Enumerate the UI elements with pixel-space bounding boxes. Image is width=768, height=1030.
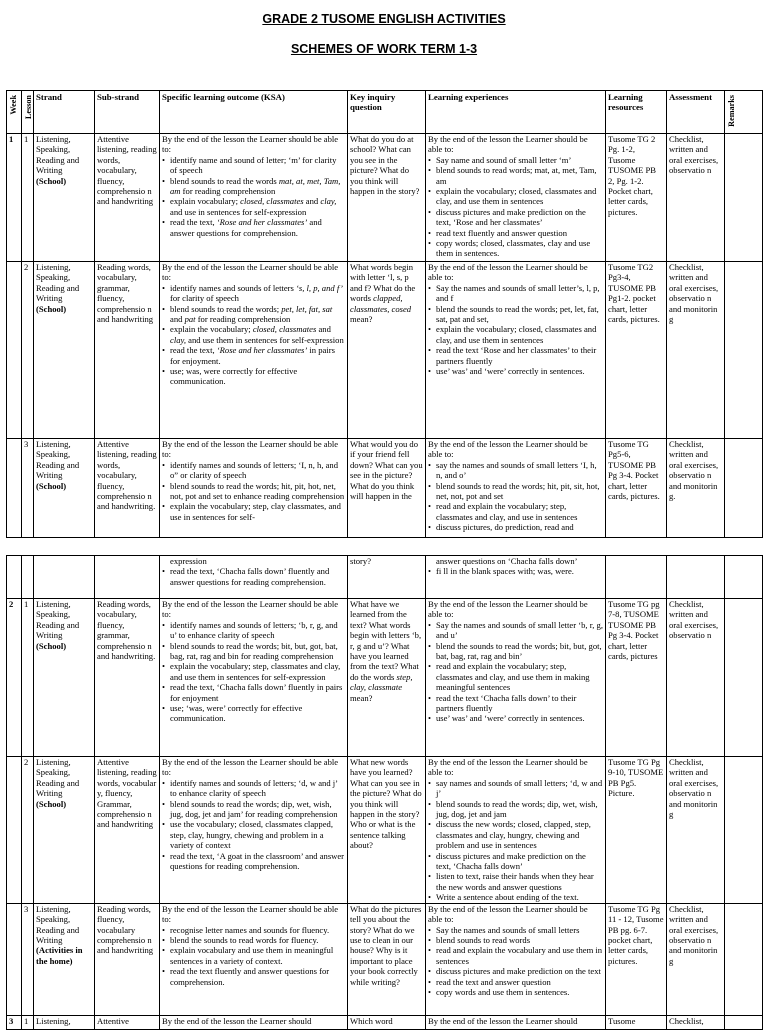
resources-cell: Tusome TG Pg5-6, TUSOME PB Pg 3-4. Pocket chart, letter cards, pictures.	[606, 439, 667, 538]
resources-cell: Tusome TG Pg 9-10, TUSOME PB Pg5. Picture.	[606, 757, 667, 904]
lesson-cell: 1	[22, 599, 34, 757]
substrand-cell: Attentive listening, reading words, vocabulary, fluency, comprehensio n and handwriting.	[95, 439, 160, 538]
slo-cell: By the end of the lesson the Learner should be able to: • identify names and sounds of letters; ‘d, w and j’ to enhance clarity of speech • blend sounds to read the words; dip, wet, wish, jug, dog, jet and jam’ for reading comprehension • use the vocabulary; closed, classmates clapped, step, clay, hungry, chewing and problem in a variety of context • read the text, ‘A goat in the classroom’ and answer questions for reading comprehension.	[160, 757, 348, 904]
kiq-cell: What would you do if your friend fell down? What can you see in the picture? What do you think will happen in the	[348, 439, 426, 538]
slo-cell: expression • read the text, ‘Chacha falls down’ fluently and answer questions for reading comprehension.	[160, 556, 348, 599]
slo-cell: By the end of the lesson the Learner should be able to: • identify name and sound of letter; ‘m’ for clarity of speech • blend sounds to read the words mat, at, met, Tam, am for reading comprehension • explain vocabulary; closed, classmates and clay, and use in sentences for self-expression • read the text, ‘Rose and her classmates’ and answer questions for comprehension.	[160, 134, 348, 262]
le-cell: By the end of the lesson the Learner should be able to: • say names and sounds of small letters; ‘d, w and j’ • blend sounds to read the words; dip, wet, wish, jug, dog, jet and jam • discuss the new words; closed, clapped, step, classmates and clay, hungry, chewing and problem and use in sentences • discuss pictures and make prediction on the text, ‘Chacha falls down’ • listen to text, raise their hands when they hear the new words and answer questions • Write a sentence about ending of the text.	[426, 757, 606, 904]
le-cell: By the end of the lesson the Learner should be able to: • Say the names and sounds of small letter’s, l, p, and f • blend the sounds to read the words; pet, let, fat, sat, pat and set, • explain the vocabulary; closed, classmates and clay, and use them in sentences • read the text ‘Rose and her classmates’ to their partners fluently • use’ was’ and ‘were’ correctly in sentences.	[426, 262, 606, 439]
kiq-cell: What do the pictures tell you about the story? What do we use to clean in our house? Why is it important to place your book correctly while writing?	[348, 903, 426, 1015]
substrand-cell: Reading words, vocabulary, fluency, grammar, comprehensio n and handwriting.	[95, 599, 160, 757]
remarks-cell	[725, 599, 763, 757]
remarks-cell	[725, 757, 763, 904]
assessment-cell: Checklist, written and oral exercises, observatio n and monitorin g	[667, 757, 725, 904]
resources-cell	[606, 556, 667, 599]
strand-cell: Listening, Speaking, Reading and Writing (School)	[34, 262, 95, 439]
strand-cell: Listening, Speaking, Reading and Writing (School)	[34, 439, 95, 538]
le-cell: By the end of the lesson the Learner should	[426, 1015, 606, 1029]
substrand-cell: Attentive	[95, 1015, 160, 1029]
slo-cell: By the end of the lesson the Learner should be able to: • recognise letter names and sounds for fluency. • blend the sounds to read words for fluency. • explain vocabulary and use them in meaningful sentences in a variety of context. • read the text fluently and answer questions for comprehension.	[160, 903, 348, 1015]
resources-cell: Tusome	[606, 1015, 667, 1029]
lesson-cell: 3	[22, 903, 34, 1015]
header-lesson: Lesson	[22, 91, 34, 134]
remarks-cell	[725, 903, 763, 1015]
lesson-cell: 2	[22, 757, 34, 904]
week-cell: 1	[7, 134, 22, 262]
le-cell: By the end of the lesson the Learner should be able to: • Say the names and sounds of small letter ‘b, r, g, and u’ • blend the sounds to read the words; bit, but, got, bat, bag, rat, rag and bin’ • read and explain the vocabulary; step, classmates and clay, and use them in making meaningful sentences • read the text ‘Chacha falls down’ to their partners fluently • use’ was’ and ‘were’ correctly in sentences.	[426, 599, 606, 757]
resources-cell: Tusome TG 2 Pg. 1-2, Tusome TUSOME PB 2, Pg. 1-2. Pocket chart, letter cards, pictures.	[606, 134, 667, 262]
lesson-cell	[22, 556, 34, 599]
strand-cell: Listening,	[34, 1015, 95, 1029]
substrand-cell: Attentive listening, reading words, vocabular y, fluency, Grammar, comprehensio n and handwriting	[95, 757, 160, 904]
remarks-cell	[725, 556, 763, 599]
kiq-cell: What do you do at school? What can you see in the picture? What do you think will happen in the story?	[348, 134, 426, 262]
le-cell: By the end of the lesson the Learner should be able to: • Say name and sound of small letter ‘m’ • blend sounds to read words; mat, at, met, Tam, am • explain the vocabulary; closed, classmates and clay, and use them in sentences • discuss pictures and make prediction on the text, ‘Rose and her classmates’ • read text fluently and answer question • copy words; closed, classmates, clay and use them in sentences.	[426, 134, 606, 262]
document-title: GRADE 2 TUSOME ENGLISH ACTIVITIES	[262, 12, 506, 26]
header-lr: Learning resources	[606, 91, 667, 134]
table-row	[7, 439, 763, 538]
slo-cell: By the end of the lesson the Learner should be able to: • identify names and sounds of letters; ‘I, n, h, and o” or clarity of speech • blend sounds to read the words; hit, pit, hot, net, not, pot and set to enhance reading comprehension • explain the vocabulary; step, clay classmates, and use in sentences for self-	[160, 439, 348, 538]
scheme-table-page1	[6, 90, 763, 538]
table-row	[7, 262, 763, 439]
substrand-cell	[95, 556, 160, 599]
week-cell	[7, 439, 22, 538]
week-cell	[7, 757, 22, 904]
substrand-cell: Reading words, fluency, vocabulary comprehensio n and handwriting	[95, 903, 160, 1015]
scheme-table-page2	[6, 555, 763, 1030]
resources-cell: Tusome TG2 Pg3-4, TUSOME PB Pg1-2. pocket chart, letter cards, pictures.	[606, 262, 667, 439]
week-cell: 3	[7, 1015, 22, 1029]
table-row	[7, 599, 763, 757]
header-substrand: Sub-strand	[95, 91, 160, 134]
strand-cell: Listening, Speaking, Reading and Writing (School)	[34, 757, 95, 904]
header-le: Learning experiences	[426, 91, 606, 134]
table-row	[7, 134, 763, 262]
slo-cell: By the end of the lesson the Learner should be able to: • identify names and sounds of letters ‘s, l, p, and f’ for clarity of speech • blend sounds to read the words; pet, let, fat, sat and pat for reading comprehension • explain the vocabulary; closed, classmates and clay, and use them in sentences for self-expression • read the text, ‘Rose and her classmates’ in pairs for enjoyment. • use; was, were correctly for effective communication.	[160, 262, 348, 439]
lesson-cell: 1	[22, 1015, 34, 1029]
assessment-cell: Checklist, written and oral exercises, observatio n and monitorin g	[667, 903, 725, 1015]
week-cell	[7, 903, 22, 1015]
resources-cell: Tusome TG Pg 11 - 12, Tusome PB pg. 6-7. pocket chart, letter cards, pictures.	[606, 903, 667, 1015]
remarks-cell	[725, 134, 763, 262]
lesson-cell: 1	[22, 134, 34, 262]
kiq-cell: What new words have you learned? What can you see in the picture? What do you think will happen in the story? Who or what is the sentence talking about?	[348, 757, 426, 904]
assessment-cell	[667, 556, 725, 599]
assessment-cell: Checklist, written and oral exercises, observatio n and monitorin g	[667, 262, 725, 439]
table-row	[7, 1015, 763, 1029]
week-cell: 2	[7, 599, 22, 757]
le-cell: answer questions on ‘Chacha falls down’ • fi ll in the blank spaces with; was, were.	[426, 556, 606, 599]
header-assessment: Assessment	[667, 91, 725, 134]
slo-cell: By the end of the lesson the Learner should	[160, 1015, 348, 1029]
week-cell	[7, 262, 22, 439]
header-remarks: Remarks	[725, 91, 763, 134]
kiq-cell: Which word	[348, 1015, 426, 1029]
strand-cell: Listening, Speaking, Reading and Writing (Activities in the home)	[34, 903, 95, 1015]
remarks-cell	[725, 1015, 763, 1029]
resources-cell: Tusome TG pg 7-8, TUSOME TUSOME PB Pg 3-4. Pocket chart, letter cards, pictures	[606, 599, 667, 757]
header-kiq: Key inquiry question	[348, 91, 426, 134]
substrand-cell: Reading words, vocabulary, grammar, fluency, comprehensio n and handwriting	[95, 262, 160, 439]
remarks-cell	[725, 262, 763, 439]
header-strand: Strand	[34, 91, 95, 134]
strand-cell: Listening, Speaking, Reading and Writing (School)	[34, 134, 95, 262]
header-row	[7, 91, 763, 134]
assessment-cell: Checklist, written and oral exercises, observatio n	[667, 134, 725, 262]
assessment-cell: Checklist, written and oral exercises, observatio n	[667, 599, 725, 757]
assessment-cell: Checklist, written and oral exercises, observatio n and monitorin g.	[667, 439, 725, 538]
lesson-cell: 3	[22, 439, 34, 538]
strand-cell: Listening, Speaking, Reading and Writing (School)	[34, 599, 95, 757]
kiq-cell: What have we learned from the text? What words begin with letters ‘b, r, g and u’? What have you learned from the text? What do the words step, clay, classmate mean?	[348, 599, 426, 757]
document-subtitle: SCHEMES OF WORK TERM 1-3	[290, 42, 478, 56]
header-week: Week	[7, 91, 22, 134]
strand-cell	[34, 556, 95, 599]
table-row-continued	[7, 556, 763, 599]
assessment-cell: Checklist,	[667, 1015, 725, 1029]
le-cell: By the end of the lesson the Learner should be able to: • Say the names and sounds of small letters • blend sounds to read words • read and explain the vocabulary and use them in sentences • discuss pictures and make prediction on the text • read the text and answer question • copy words and use them in sentences.	[426, 903, 606, 1015]
header-slo: Specific learning outcome (KSA)	[160, 91, 348, 134]
slo-cell: By the end of the lesson the Learner should be able to: • identify names and sounds of letters; ‘b, r, g, and u’ to enhance clarity of speech • blend sounds to read the words; bit, but, got, bat, bag, rat, rag and bin for reading comprehension • explain the vocabulary; step, classmates and clay, and use them in sentences for self-expression • read the text, ‘Chacha falls down’ fluently in pairs for enjoyment • use; ‘was, were’ correctly for effective communication.	[160, 599, 348, 757]
table-row	[7, 757, 763, 904]
table-row	[7, 903, 763, 1015]
remarks-cell	[725, 439, 763, 538]
le-cell: By the end of the lesson the Learner should be able to: • say the names and sounds of small letters ‘I, h, n, and o’ • blend sounds to read the words; hit, pit, sit, hot, net, not, pot and set • read and explain the vocabulary; step, classmates and clay, and use in sentences • discuss pictures, do prediction, read and	[426, 439, 606, 538]
lesson-cell: 2	[22, 262, 34, 439]
substrand-cell: Attentive listening, reading words, vocabulary, fluency, comprehensio n and handwriting	[95, 134, 160, 262]
kiq-cell: What words begin with letter ‘l, s, p and f? What do the words clapped, classmates, cosed mean?	[348, 262, 426, 439]
week-cell	[7, 556, 22, 599]
kiq-cell: story?	[348, 556, 426, 599]
